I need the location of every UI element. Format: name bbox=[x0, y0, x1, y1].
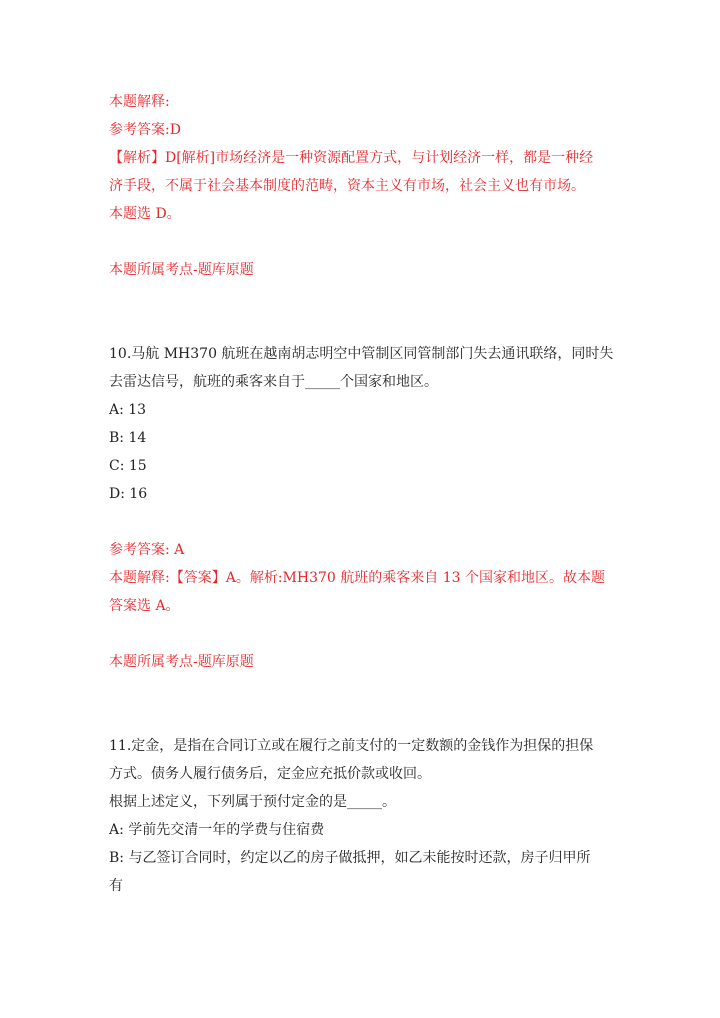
explanation-line-3: 本题选 D。 bbox=[109, 206, 181, 222]
explanation-line-1: 【解析】D[解析]市场经济是一种资源配置方式，与计划经济一样，都是一种经 bbox=[109, 150, 594, 166]
question-10-option-c: C: 15 bbox=[109, 458, 147, 474]
explanation-line-2: 济手段，不属于社会基本制度的范畴，资本主义有市场，社会主义也有市场。 bbox=[109, 178, 585, 194]
question-source: 本题所属考点-题库原题 bbox=[109, 262, 254, 278]
question-11-stem-line-1: 11.定金，是指在合同订立或在履行之前支付的一定数额的金钱作为担保的担保 bbox=[109, 738, 594, 754]
question-10-option-b: B: 14 bbox=[109, 430, 147, 446]
question-10-option-d: D: 16 bbox=[109, 486, 148, 502]
question-10-explanation-line-2: 答案选 A。 bbox=[109, 598, 180, 614]
question-10-explanation-line-1: 本题解释:【答案】A。解析:MH370 航班的乘客来自 13 个国家和地区。故本题 bbox=[109, 570, 605, 586]
question-10-source: 本题所属考点-题库原题 bbox=[109, 654, 254, 670]
question-11-stem-line-2: 方式。债务人履行债务后，定金应充抵价款或收回。 bbox=[109, 766, 431, 782]
question-10-stem-line-2: 去雷达信号，航班的乘客来自于_____个国家和地区。 bbox=[109, 374, 438, 390]
question-10-answer: 参考答案: A bbox=[109, 542, 185, 558]
question-10-option-a: A: 13 bbox=[109, 402, 147, 418]
reference-answer: 参考答案:D bbox=[109, 122, 181, 138]
analysis-label: 本题解释: bbox=[109, 94, 170, 110]
question-11-stem-line-3: 根据上述定义，下列属于预付定金的是_____。 bbox=[109, 794, 396, 810]
question-10-stem-line-1: 10.马航 MH370 航班在越南胡志明空中管制区同管制部门失去通讯联络，同时失 bbox=[109, 346, 614, 362]
question-11-option-b-line-1: B: 与乙签订合同时，约定以乙的房子做抵押，如乙未能按时还款，房子归甲所 bbox=[109, 850, 591, 866]
question-11-option-b-line-2: 有 bbox=[109, 878, 123, 894]
question-11-option-a: A: 学前先交清一年的学费与住宿费 bbox=[109, 822, 325, 838]
